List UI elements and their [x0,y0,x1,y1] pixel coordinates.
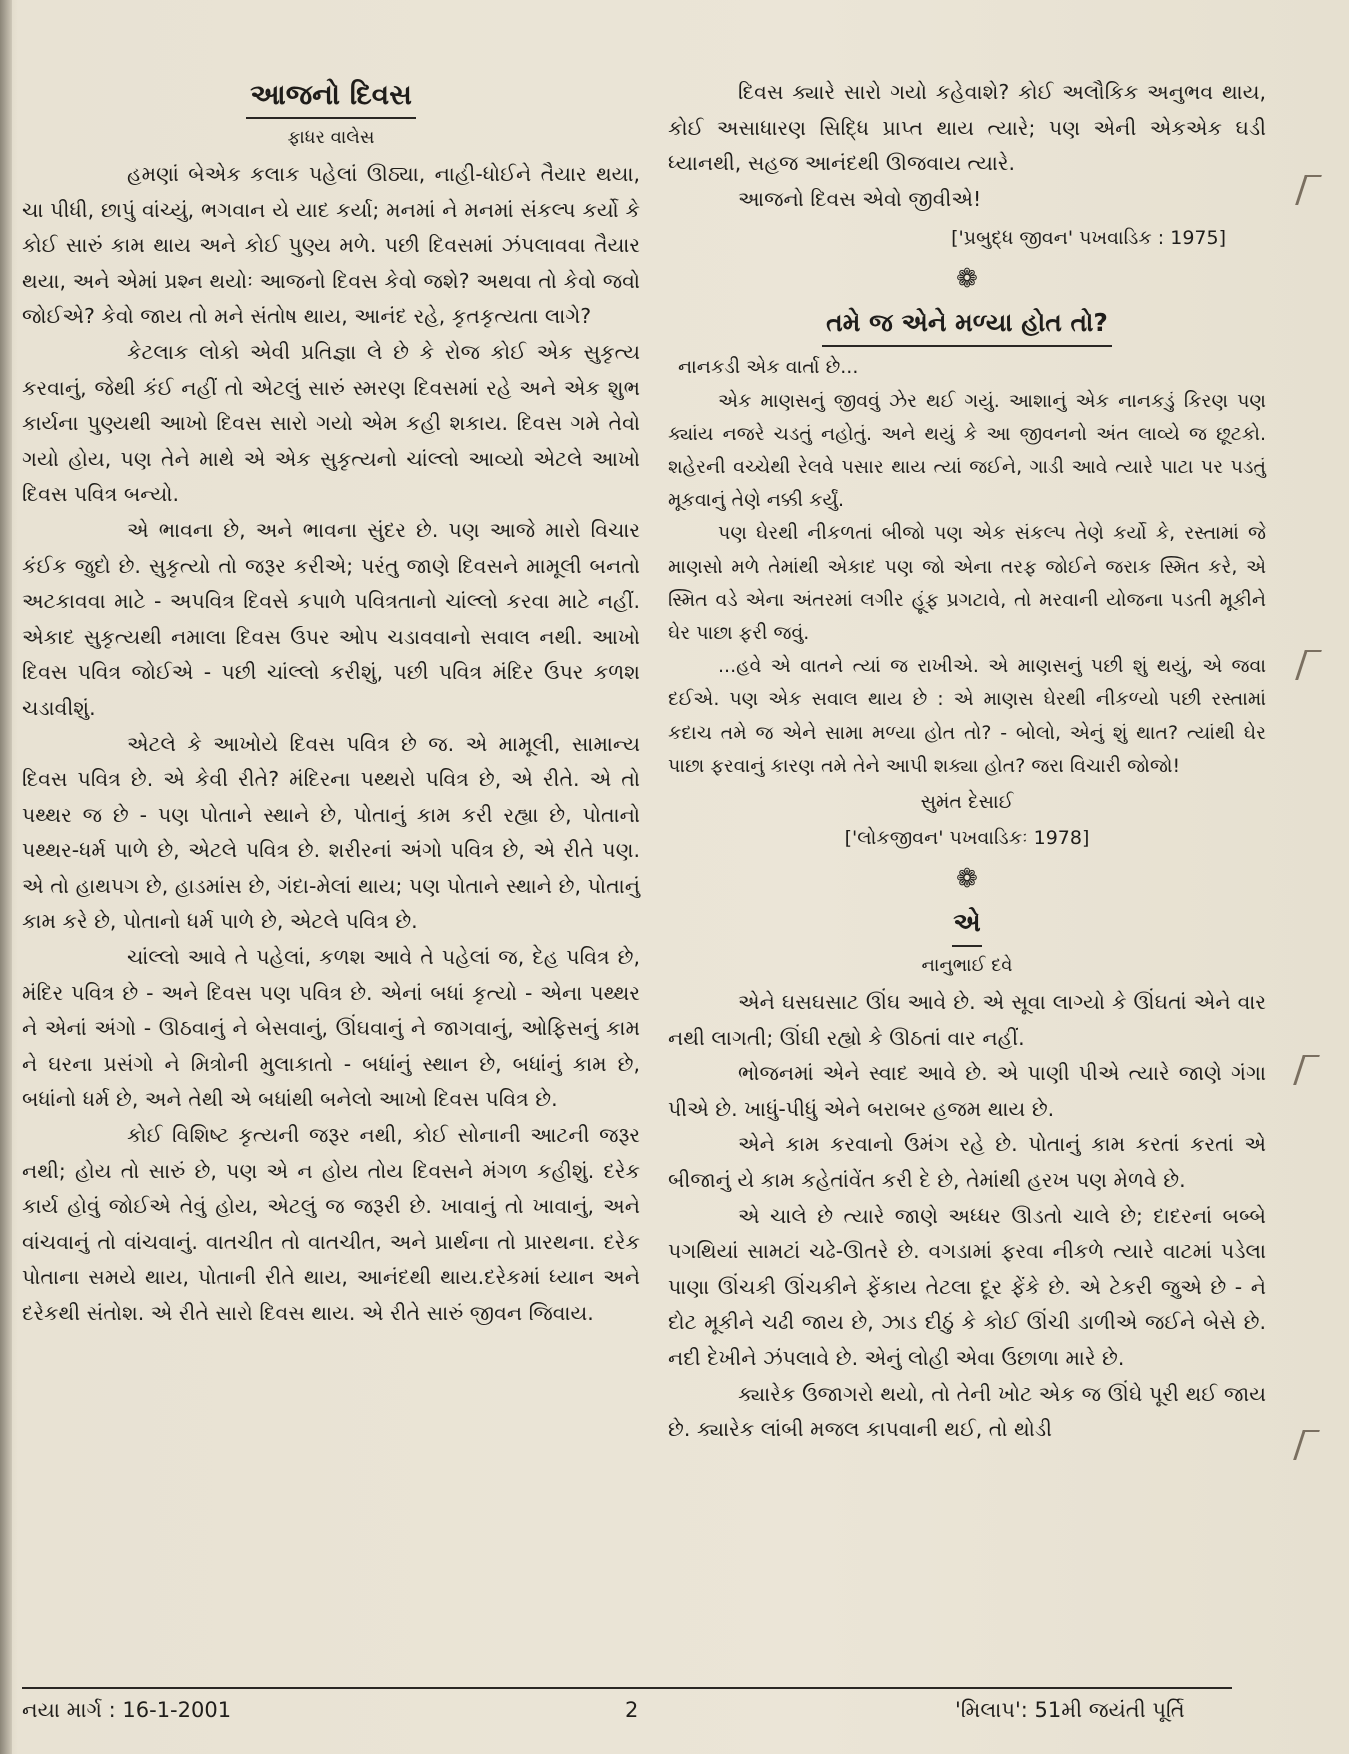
article-paragraph: કેટલાક લોકો એવી પ્રતિજ્ઞા લે છે કે રોજ કોઈ એક સુકૃત્ય કરવાનું, જેથી કંઈ નહીં તો એટલું સારું સ્મરણ દિવસમાં રહે અને એક શુભ કાર્યના પુણ્યથી આખો દિવસ સારો ગયો એમ કહી શકાય. દિવસ ગમે તેવો ગયો હોય, પણ તેને માથે એ એક સુકૃત્યનો ચાંલ્લો આવ્યો એટલે આખો દિવસ પવિત્ર બન્યો. [22,339,640,507]
story-title: તમે જ એને મળ્યા હોત તો? [826,308,1108,338]
story-paragraph: એક માણસનું જીવવું ઝેર થઈ ગયું. આશાનું એક નાનકડું કિરણ પણ ક્યાંય નજરે ચડતું નહોતું. અને થયું કે આ જીવનનો અંત લાવ્યે જ છૂટકો. શહેરની વચ્ચેથી રેલવે પસાર થાય ત્યાં જઈને, ગાડી આવે ત્યારે પાટા પર પડતું મૂકવાનું તેણે નક્કી કર્યું. [668,389,1266,512]
story-paragraph: ક્યારેક ઉજાગરો થયો, તો તેની ખોટ એક જ ઊંઘે પૂરી થઈ જાય છે. ક્યારેક લાંબી મજલ કાપવાની થઈ, તો થોડી [668,1381,1266,1442]
right-column [668,75,1266,1448]
story-paragraph: પણ ઘેરથી નીકળતાં બીજો પણ એક સંકલ્પ તેણે કર્યો કે, રસ્તામાં જે માણસો મળે તેમાંથી એકાદ પણ જો એના તરફ જોઈને જરાક સ્મિત કરે, એ સ્મિત વડે એના અંતરમાં લગીર હૂંફ પ્રગટાવે, તો મરવાની યોજના પડતી મૂકીને ઘેર પાછા ફરી જવું. [668,522,1266,644]
story-paragraph: એને ઘસઘસાટ ઊંઘ આવે છે. એ સૂવા લાગ્યો કે ઊંઘતાં એને વાર નથી લાગતી; ઊંઘી રહ્યો કે ઊઠતાં વાર નહીં. [668,990,1266,1050]
story-paragraph: એ ચાલે છે ત્યારે જાણે અધ્ધર ઊડતો ચાલે છે; દાદરનાં બબ્બે પગથિયાં સામટાં ચઢે-ઊતરે છે. વગડામાં ફરવા નીકળે ત્યારે વાટમાં પડેલા પાણા ઊંચકી ઊંચકીને ફેંકાય તેટલા દૂર ફેંકે છે. એ ટેકરી જુએ છે - ને દોટ મૂકીને ચઢી જાય છે, ઝાડ દીઠું કે કોઈ ઊંચી ડાળીએ જઈને બેસે છે. નદી દેખીને ઝંપલાવે છે. એનું લોહી એવા ઉછાળા મારે છે. [668,1203,1266,1370]
article-paragraph: હમણાં બેએક કલાક પહેલાં ઊઠ્યા, નાહી-ધોઈને તૈયાર થયા, ચા પીધી, છાપું વાંચ્યું, ભગવાન યે યાદ કર્યા; મનમાં ને મનમાં સંકલ્પ કર્યો કે કોઈ સારું કામ થાય અને કોઈ પુણ્ય મળે. પછી દિવસમાં ઝંપલાવવા તૈયાર થયા, અને એમાં પ્રશ્ન થયોઃ આજનો દિવસ કેવો જશે? અથવા તો કેવો જવો જોઈએ? કેવો જાય તો મને સંતોષ થાય, આનંદ રહે, કૃતકૃત્યતા લાગે? [22,162,640,329]
binding-hole-mark [1295,650,1322,680]
article-paragraph: કોઈ વિશિષ્ટ કૃત્યની જરૂર નથી, કોઈ સોનાની આટની જરૂર નથી; હોય તો સારું છે, પણ એ ન હોય તોય દિવસને મંગળ કહીશું. દરેક કાર્ય હોવું જોઈએ તેવું હોય, એટલું જ જરૂરી છે. ખાવાનું તો ખાવાનું, અને વાંચવાનું તો વાંચવાનું. વાતચીત તો વાતચીત, અને પ્રાર્થના તો પ્રારથના. દરેક પોતાના સમયે થાય, પોતાની રીતે થાય, આનંદથી થાય.દરેકમાં ધ્યાન અને દરેકથી સંતોશ. એ રીતે સારો દિવસ થાય. એ રીતે સારું જીવન જિવાય. [22,1123,640,1325]
story-intro: નાનકડી એક વાર્તા છે... [678,356,859,379]
article-closing-line: આજનો દિવસ એવો જીવીએ! [738,186,982,211]
flower-ornament: ❁ [956,264,978,295]
flower-ornament: ❁ [956,864,978,895]
article-continuation: દિવસ ક્યારે સારો ગયો કહેવાશે? કોઈ અલૌકિક અનુભવ થાય, કોઈ અસાધારણ સિદ્ધિ પ્રાપ્ત થાય ત્યારે; પણ એની એકએક ઘડી ધ્યાનથી, સહજ આનંદથી ઊજવાય ત્યારે. [668,80,1266,176]
story-paragraph: એને કામ કરવાનો ઉમંગ રહે છે. પોતાનું કામ કરતાં કરતાં એ બીજાનું યે કામ કહેતાંવેંત કરી દે છે, તેમાંથી હરખ પણ મેળવે છે. [668,1132,1266,1192]
story-author: સુમંત દેસાઈ [920,791,1014,814]
article-title: આજનો દિવસ [250,78,412,111]
story-paragraph: ભોજનમાં એને સ્વાદ આવે છે. એ પાણી પીએ ત્યારે જાણે ગંગા પીએ છે. ખાધું-પીધું એને બરાબર હજમ થાય છે. [668,1061,1266,1121]
story-author: નાનુભાઈ દવે [921,955,1013,977]
binding-hole-mark [1293,1055,1320,1085]
footer-publication-date: નયા માર્ગ : 16-1-2001 [22,1698,232,1722]
page-binding-edge [0,0,12,1754]
source-citation: ['લોકજીવન' પખવાડિકઃ 1978] [844,827,1090,850]
footer-supplement-title: 'મિલાપ': 51મી જયંતી પૂર્તિ [955,1698,1185,1722]
footer-rule [22,1687,1232,1689]
binding-hole-mark [1295,175,1322,205]
story-title: એ [953,908,981,939]
left-column [22,75,640,1332]
title-underline [822,345,1112,347]
article-author: ફાધર વાલેસ [287,127,375,148]
page-number: 2 [625,1698,639,1722]
article-paragraph: ચાંલ્લો આવે તે પહેલાં, કળશ આવે તે પહેલાં જ, દેહ પવિત્ર છે, મંદિર પવિત્ર છે - અને દિવસ પણ પવિત્ર છે. એનાં બધાં કૃત્યો - એના પથ્થર ને એનાં અંગો - ઊઠવાનું ને બેસવાનું, ઊંઘવાનું ને જાગવાનું, ઓફિસનું કામ ને ઘરના પ્રસંગો ને મિત્રોની મુલાકાતો - બધાંનું સ્થાન છે, બધાંનું કામ છે, બધાંનો ધર્મ છે, અને તેથી એ બધાંથી બનેલો આખો દિવસ પવિત્ર છે. [22,945,640,1112]
article-paragraph: એ ભાવના છે, અને ભાવના સુંદર છે. પણ આજે મારો વિચાર કંઈક જુદો છે. સુકૃત્યો તો જરૂર કરીએ; પરંતુ જાણે દિવસને મામૂલી બનતો અટકાવવા માટે - અપવિત્ર દિવસે કપાળે પવિત્રતાનો ચાંલ્લો કરવા માટે નહીં. એકાદ સુકૃત્યથી નમાલા દિવસ ઉપર ઓપ ચડાવવાનો સવાલ નથી. આખો દિવસ પવિત્ર જોઈએ - પછી ચાંલ્લો કરીશું, પછી પવિત્ર મંદિર ઉપર કળશ ચડાવીશું. [22,517,640,720]
binding-hole-mark [1293,1430,1320,1460]
title-underline [952,945,982,947]
title-underline [246,117,416,119]
story-paragraph: ...હવે એ વાતને ત્યાં જ રાખીએ. એ માણસનું પછી શું થયું, એ જવા દઈએ. પણ એક સવાલ થાય છે : એ માણસ ઘેરથી નીકળ્યો પછી રસ્તામાં કદાચ તમે જ એને સામા મળ્યા હોત તો? - બોલો, એનું શું થાત? ત્યાંથી ઘેર પાછા ફરવાનું કારણ તમે તેને આપી શક્યા હોત? જરા વિચારી જોજો! [668,655,1266,777]
source-citation: ['પ્રબુદ્ધ જીવન' પખવાડિક : 1975] [951,227,1226,250]
article-paragraph: એટલે કે આખોયે દિવસ પવિત્ર છે જ. એ મામૂલી, સામાન્ય દિવસ પવિત્ર છે. એ કેવી રીતે? મંદિરના પથ્થરો પવિત્ર છે, એ રીતે. એ તો પથ્થર જ છે - પણ પોતાને સ્થાને છે, પોતાનું કામ કરી રહ્યા છે, પોતાનો પથ્થર-ધર્મ પાળે છે, એટલે પવિત્ર છે. શરીરનાં અંગો પવિત્ર છે, એ રીતે પણ. એ તો હાથપગ છે, હાડમાંસ છે, ગંદા-મેલાં થાય; પણ પોતાને સ્થાને છે, પોતાનું કામ કરે છે, પોતાનો ધર્મ પાળે છે, એટલે પવિત્ર છે. [22,731,640,934]
